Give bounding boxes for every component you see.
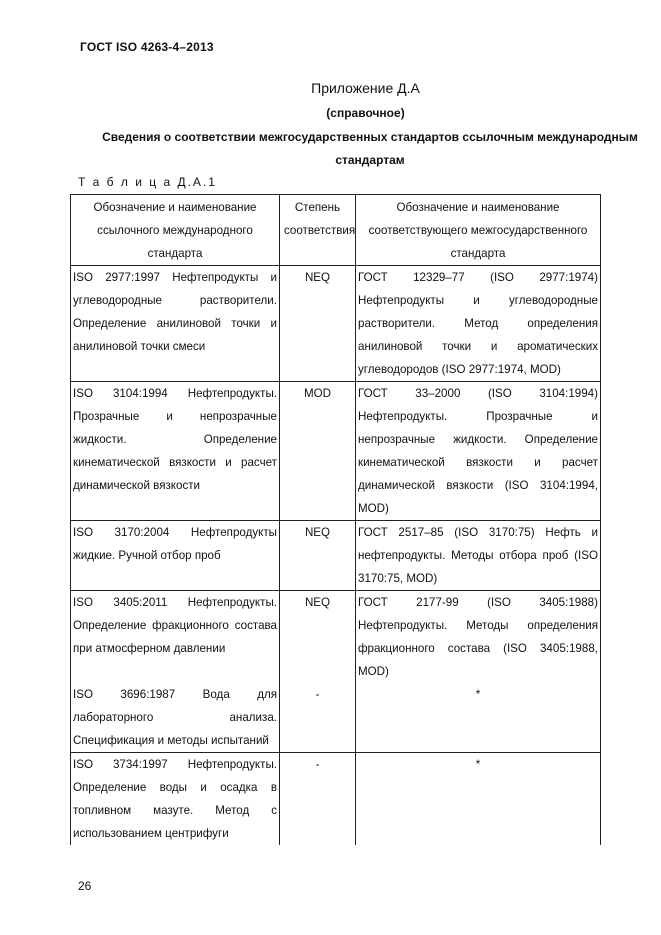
- cell-degree: -: [280, 753, 356, 846]
- table-label: Т а б л и ц а Д.А.1: [78, 175, 217, 189]
- cell-national: ГОСТ 33–2000 (ISO 3104:1994) Нефтепродукты. Прозрачные и непрозрачные жидкости. Определение кинематической вязкости и расчет динамической вязкости (ISO 3104:1994, MOD): [356, 382, 601, 521]
- table-row: [71, 266, 601, 382]
- annex-heading: Сведения о соответствии межгосударственных стандартов ссылочным международным стандартам: [102, 130, 638, 167]
- cell-degree: NEQ: [280, 266, 356, 382]
- cell-national: ГОСТ 2177-99 (ISO 3405:1988) Нефтепродукты. Методы определения фракционного состава (ISO 3405:1988, MOD): [356, 591, 601, 684]
- cell-national: *: [356, 683, 601, 753]
- cell-international: ISO 3734:1997 Нефтепродукты. Определение воды и осадка в топливном мазуте. Метод с использованием центрифуги: [71, 753, 280, 846]
- cell-degree: -: [280, 683, 356, 753]
- annex-subtitle: (справочное): [326, 106, 405, 120]
- table-row: [71, 753, 601, 846]
- cell-national: ГОСТ 12329–77 (ISO 2977:1974) Нефтепродукты и углеводородные растворители. Метод определения анилиновой точки и ароматических углеводородов (ISO 2977:1974, MOD): [356, 266, 601, 382]
- header-national-standard: Обозначение и наименование соответствующего межгосударственного стандарта: [356, 195, 601, 266]
- cell-degree: NEQ: [280, 591, 356, 684]
- annex-title: Приложение Д.А: [311, 80, 420, 96]
- correspondence-table-wrapper: [70, 194, 600, 845]
- cell-international: ISO 3405:2011 Нефтепродукты. Определение фракционного состава при атмосферном давлении: [71, 591, 280, 684]
- table-row: [71, 382, 601, 521]
- cell-degree: MOD: [280, 382, 356, 521]
- table-header-row: [71, 195, 601, 266]
- table-row: [71, 591, 601, 684]
- page-number: 26: [78, 879, 92, 893]
- cell-national: ГОСТ 2517–85 (ISO 3170:75) Нефть и нефтепродукты. Методы отбора проб (ISO 3170:75, MOD): [356, 521, 601, 591]
- header-degree: Степень соответствия: [280, 195, 356, 266]
- cell-international: ISO 3170:2004 Нефтепродукты жидкие. Ручной отбор проб: [71, 521, 280, 591]
- document-code: ГОСТ ISO 4263-4–2013: [80, 40, 214, 54]
- correspondence-table: [70, 194, 601, 845]
- cell-international: ISO 2977:1997 Нефтепродукты и углеводородные растворители. Определение анилиновой точки и анилиновой точки смеси: [71, 266, 280, 382]
- cell-international: ISO 3696:1987 Вода для лабораторного анализа. Спецификация и методы испытаний: [71, 683, 280, 753]
- cell-international: ISO 3104:1994 Нефтепродукты. Прозрачные и непрозрачные жидкости. Определение кинематической вязкости и расчет динамической вязкости: [71, 382, 280, 521]
- table-row: [71, 683, 601, 753]
- header-international-standard: Обозначение и наименование ссылочного международного стандарта: [71, 195, 280, 266]
- cell-national: *: [356, 753, 601, 846]
- table-row: [71, 521, 601, 591]
- cell-degree: NEQ: [280, 521, 356, 591]
